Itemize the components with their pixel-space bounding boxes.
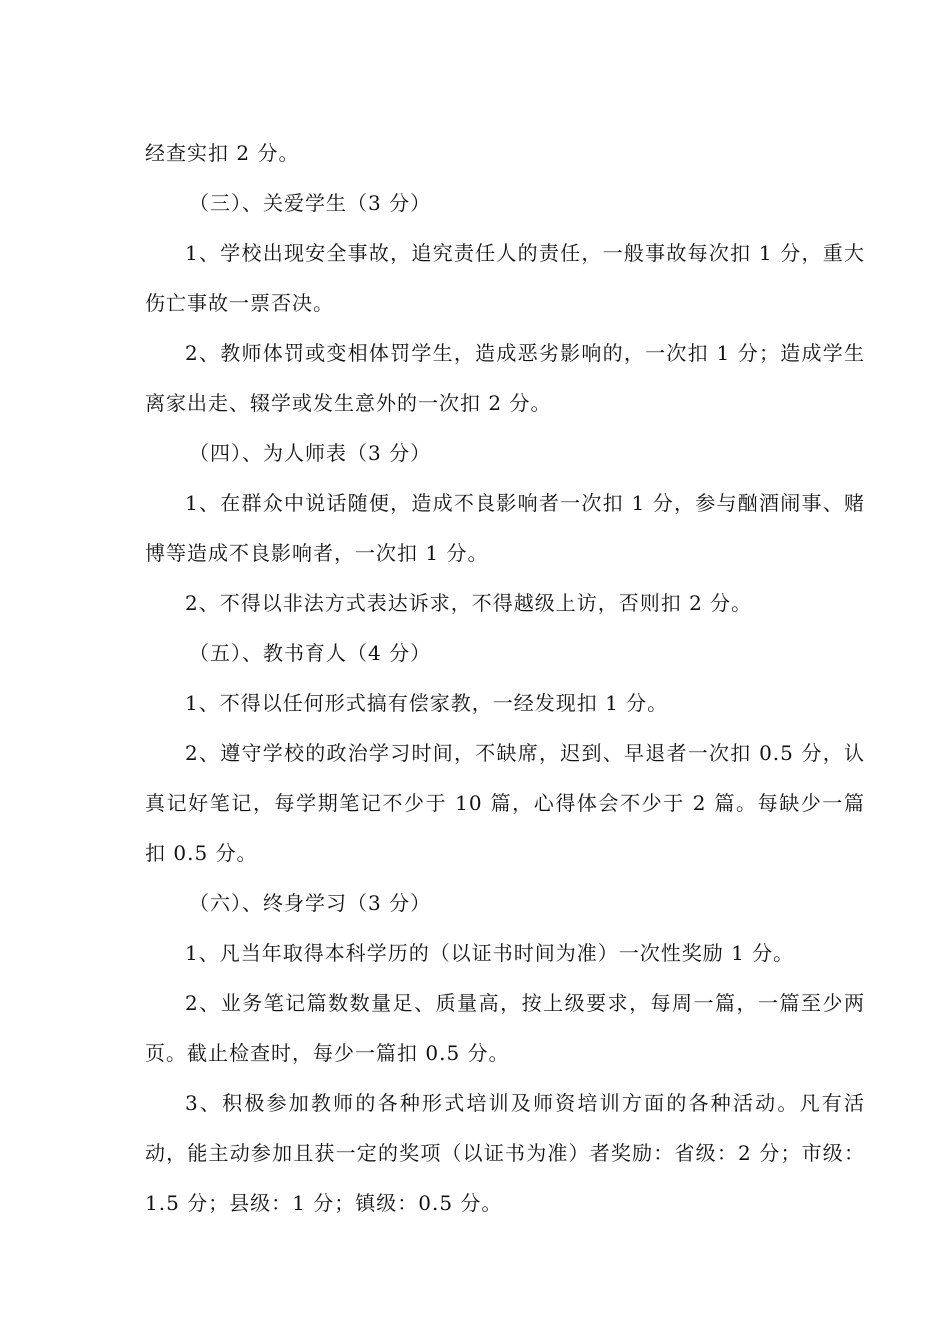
paragraph-safety-accidents: 1、学校出现安全事故，追究责任人的责任，一般事故每次扣 1 分，重大伤亡事故一票否决。 — [145, 241, 865, 315]
section-heading-lifelong-learning: （六）、终身学习（3 分） — [189, 891, 432, 915]
paragraph-political-study: 2、遵守学校的政治学习时间，不缺席，迟到、早退者一次扣 0.5 分，认真记好笔记，每学期笔记不少于 10 篇，心得体会不少于 2 篇。每缺少一篇扣 0.5 分。 — [145, 741, 865, 865]
paragraph-petition-rules: 2、不得以非法方式表达诉求，不得越级上访，否则扣 2 分。 — [185, 591, 753, 615]
paragraph-training-awards: 3、积极参加教师的各种形式培训及师资培训方面的各种活动。凡有活动，能主动参加且获一定的奖项（以证书为准）者奖励：省级：2 分；市级：1.5 分；县级：1 分；镇级：0.5 分。 — [145, 1091, 865, 1215]
section-heading-care-students: （三）、关爱学生（3 分） — [189, 191, 432, 215]
paragraph-continuation: 经查实扣 2 分。 — [145, 141, 300, 165]
section-heading-role-model: （四）、为人师表（3 分） — [189, 441, 432, 465]
paragraph-public-conduct: 1、在群众中说话随便，造成不良影响者一次扣 1 分，参与酗酒闹事、赌博等造成不良影响者，一次扣 1 分。 — [145, 491, 865, 565]
document-text-block — [145, 128, 865, 1228]
section-heading-teaching-education: （五）、教书育人（4 分） — [189, 641, 432, 665]
paragraph-corporal-punishment: 2、教师体罚或变相体罚学生，造成恶劣影响的，一次扣 1 分；造成学生离家出走、辍学或发生意外的一次扣 2 分。 — [145, 341, 865, 415]
paragraph-paid-tutoring: 1、不得以任何形式搞有偿家教，一经发现扣 1 分。 — [185, 691, 669, 715]
paragraph-degree-reward: 1、凡当年取得本科学历的（以证书时间为准）一次性奖励 1 分。 — [185, 941, 795, 965]
paragraph-business-notes: 2、业务笔记篇数数量足、质量高，按上级要求，每周一篇，一篇至少两页。截止检查时，每少一篇扣 0.5 分。 — [145, 991, 865, 1065]
